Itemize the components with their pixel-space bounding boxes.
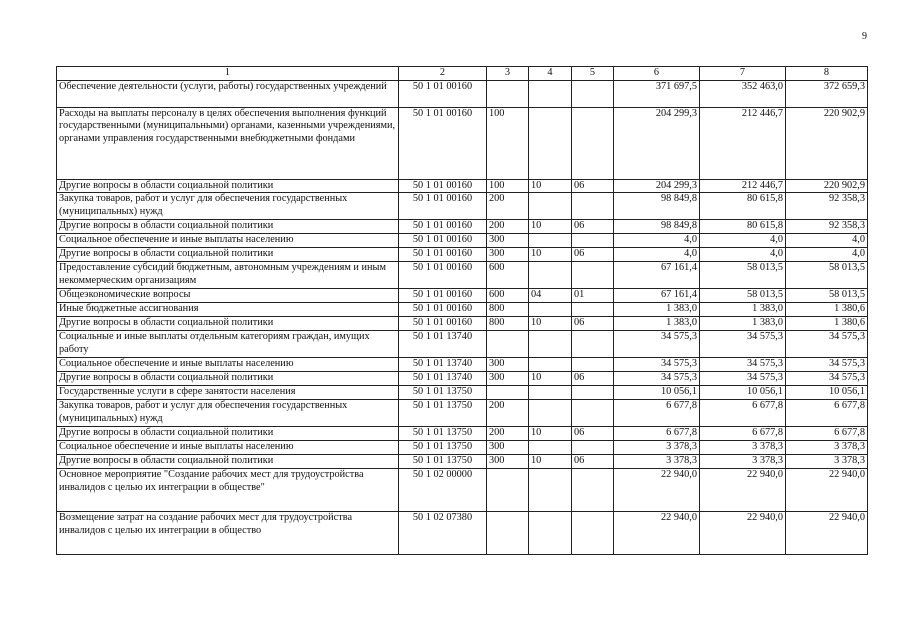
amount-year2-cell: 212 446,7 bbox=[700, 180, 786, 193]
target-code-cell: 50 1 01 13750 bbox=[399, 427, 487, 441]
expense-type-cell: 300 bbox=[487, 248, 529, 262]
section-cell: 10 bbox=[529, 455, 572, 469]
table-row bbox=[57, 358, 868, 372]
amount-year3-cell: 58 013,5 bbox=[786, 289, 868, 303]
amount-year2-cell: 80 615,8 bbox=[700, 193, 786, 220]
amount-year2-cell: 34 575,3 bbox=[700, 372, 786, 386]
amount-year3-cell: 1 380,6 bbox=[786, 317, 868, 331]
amount-year1-cell: 22 940,0 bbox=[614, 469, 700, 512]
amount-year3-cell: 4,0 bbox=[786, 234, 868, 248]
target-code-cell: 50 1 01 13750 bbox=[399, 455, 487, 469]
amount-year1-cell: 98 849,8 bbox=[614, 220, 700, 234]
expense-type-cell: 300 bbox=[487, 358, 529, 372]
item-name-cell: Иные бюджетные ассигнования bbox=[57, 303, 399, 317]
target-code-cell: 50 1 01 13740 bbox=[399, 331, 487, 358]
expense-type-cell: 300 bbox=[487, 234, 529, 248]
expense-type-cell: 200 bbox=[487, 220, 529, 234]
table-row bbox=[57, 469, 868, 512]
amount-year1-cell: 3 378,3 bbox=[614, 455, 700, 469]
amount-year2-cell: 80 615,8 bbox=[700, 220, 786, 234]
section-cell: 10 bbox=[529, 180, 572, 193]
table-row bbox=[57, 455, 868, 469]
subsection-cell bbox=[572, 358, 614, 372]
target-code-cell: 50 1 01 00160 bbox=[399, 81, 487, 108]
amount-year2-cell: 58 013,5 bbox=[700, 289, 786, 303]
target-code-cell: 50 1 01 13750 bbox=[399, 441, 487, 455]
subsection-cell bbox=[572, 441, 614, 455]
amount-year3-cell: 34 575,3 bbox=[786, 372, 868, 386]
amount-year3-cell: 34 575,3 bbox=[786, 331, 868, 358]
section-cell bbox=[529, 400, 572, 427]
budget-table bbox=[56, 66, 868, 555]
subsection-cell bbox=[572, 234, 614, 248]
amount-year2-cell: 4,0 bbox=[700, 248, 786, 262]
item-name-cell: Социальное обеспечение и иные выплаты населению bbox=[57, 441, 399, 455]
expense-type-cell: 600 bbox=[487, 289, 529, 303]
item-name-cell: Другие вопросы в области социальной политики bbox=[57, 180, 399, 193]
expense-type-cell: 300 bbox=[487, 455, 529, 469]
amount-year3-cell: 6 677,8 bbox=[786, 427, 868, 441]
expense-type-cell: 600 bbox=[487, 262, 529, 289]
amount-year3-cell: 22 940,0 bbox=[786, 512, 868, 555]
subsection-cell bbox=[572, 386, 614, 400]
section-cell: 10 bbox=[529, 317, 572, 331]
subsection-cell: 06 bbox=[572, 248, 614, 262]
subsection-cell: 01 bbox=[572, 289, 614, 303]
expense-type-cell bbox=[487, 331, 529, 358]
amount-year3-cell: 1 380,6 bbox=[786, 303, 868, 317]
amount-year1-cell: 6 677,8 bbox=[614, 427, 700, 441]
table-row bbox=[57, 193, 868, 220]
amount-year1-cell: 204 299,3 bbox=[614, 108, 700, 180]
amount-year3-cell: 22 940,0 bbox=[786, 469, 868, 512]
table-row bbox=[57, 248, 868, 262]
amount-year1-cell: 371 697,5 bbox=[614, 81, 700, 108]
section-cell bbox=[529, 193, 572, 220]
amount-year1-cell: 22 940,0 bbox=[614, 512, 700, 555]
target-code-cell: 50 1 01 00160 bbox=[399, 317, 487, 331]
column-header: 2 bbox=[399, 67, 487, 81]
amount-year2-cell: 34 575,3 bbox=[700, 358, 786, 372]
table-row bbox=[57, 512, 868, 555]
item-name-cell: Другие вопросы в области социальной политики bbox=[57, 427, 399, 441]
target-code-cell: 50 1 01 13750 bbox=[399, 386, 487, 400]
amount-year3-cell: 92 358,3 bbox=[786, 220, 868, 234]
column-header: 1 bbox=[57, 67, 399, 81]
expense-type-cell: 800 bbox=[487, 303, 529, 317]
item-name-cell: Другие вопросы в области социальной политики bbox=[57, 220, 399, 234]
section-cell bbox=[529, 441, 572, 455]
amount-year2-cell: 22 940,0 bbox=[700, 469, 786, 512]
column-header: 8 bbox=[786, 67, 868, 81]
item-name-cell: Расходы на выплаты персоналу в целях обеспечения выполнения функций государственными (муниципальными) органами, казенными учреждениями, органами управления государственными внебюджетными фондами bbox=[57, 108, 399, 180]
item-name-cell: Другие вопросы в области социальной политики bbox=[57, 372, 399, 386]
target-code-cell: 50 1 01 00160 bbox=[399, 108, 487, 180]
target-code-cell: 50 1 01 00160 bbox=[399, 180, 487, 193]
table-row bbox=[57, 81, 868, 108]
amount-year3-cell: 92 358,3 bbox=[786, 193, 868, 220]
target-code-cell: 50 1 01 00160 bbox=[399, 248, 487, 262]
column-header: 3 bbox=[487, 67, 529, 81]
amount-year2-cell: 6 677,8 bbox=[700, 400, 786, 427]
amount-year2-cell: 6 677,8 bbox=[700, 427, 786, 441]
column-header: 4 bbox=[529, 67, 572, 81]
amount-year3-cell: 3 378,3 bbox=[786, 441, 868, 455]
amount-year3-cell: 6 677,8 bbox=[786, 400, 868, 427]
section-cell bbox=[529, 262, 572, 289]
amount-year1-cell: 4,0 bbox=[614, 248, 700, 262]
target-code-cell: 50 1 01 13750 bbox=[399, 400, 487, 427]
item-name-cell: Общеэкономические вопросы bbox=[57, 289, 399, 303]
amount-year3-cell: 34 575,3 bbox=[786, 358, 868, 372]
section-cell: 10 bbox=[529, 220, 572, 234]
section-cell bbox=[529, 303, 572, 317]
subsection-cell: 06 bbox=[572, 455, 614, 469]
expense-type-cell: 200 bbox=[487, 427, 529, 441]
expense-type-cell bbox=[487, 469, 529, 512]
amount-year2-cell: 22 940,0 bbox=[700, 512, 786, 555]
expense-type-cell bbox=[487, 81, 529, 108]
amount-year3-cell: 220 902,9 bbox=[786, 108, 868, 180]
subsection-cell: 06 bbox=[572, 180, 614, 193]
subsection-cell bbox=[572, 400, 614, 427]
subsection-cell bbox=[572, 81, 614, 108]
item-name-cell: Основное мероприятие "Создание рабочих мест для трудоустройства инвалидов с целью их интеграции в обществе" bbox=[57, 469, 399, 512]
amount-year1-cell: 34 575,3 bbox=[614, 372, 700, 386]
table-row bbox=[57, 400, 868, 427]
target-code-cell: 50 1 01 00160 bbox=[399, 234, 487, 248]
column-header: 7 bbox=[700, 67, 786, 81]
target-code-cell: 50 1 02 00000 bbox=[399, 469, 487, 512]
amount-year3-cell: 220 902,9 bbox=[786, 180, 868, 193]
table-row bbox=[57, 180, 868, 193]
section-cell bbox=[529, 108, 572, 180]
amount-year1-cell: 1 383,0 bbox=[614, 303, 700, 317]
section-cell bbox=[529, 331, 572, 358]
section-cell: 10 bbox=[529, 372, 572, 386]
amount-year1-cell: 204 299,3 bbox=[614, 180, 700, 193]
amount-year1-cell: 6 677,8 bbox=[614, 400, 700, 427]
expense-type-cell: 300 bbox=[487, 441, 529, 455]
amount-year1-cell: 67 161,4 bbox=[614, 289, 700, 303]
expense-type-cell: 200 bbox=[487, 400, 529, 427]
target-code-cell: 50 1 01 13740 bbox=[399, 372, 487, 386]
expense-type-cell: 200 bbox=[487, 193, 529, 220]
section-cell bbox=[529, 358, 572, 372]
subsection-cell bbox=[572, 262, 614, 289]
expense-type-cell bbox=[487, 386, 529, 400]
amount-year1-cell: 4,0 bbox=[614, 234, 700, 248]
column-header: 5 bbox=[572, 67, 614, 81]
section-cell bbox=[529, 234, 572, 248]
subsection-cell bbox=[572, 469, 614, 512]
table-row bbox=[57, 262, 868, 289]
amount-year2-cell: 352 463,0 bbox=[700, 81, 786, 108]
subsection-cell: 06 bbox=[572, 427, 614, 441]
section-cell bbox=[529, 386, 572, 400]
target-code-cell: 50 1 02 07380 bbox=[399, 512, 487, 555]
table-row bbox=[57, 427, 868, 441]
table-row bbox=[57, 372, 868, 386]
item-name-cell: Закупка товаров, работ и услуг для обеспечения государственных (муниципальных) нужд bbox=[57, 193, 399, 220]
item-name-cell: Социальное обеспечение и иные выплаты населению bbox=[57, 234, 399, 248]
amount-year3-cell: 3 378,3 bbox=[786, 455, 868, 469]
section-cell bbox=[529, 512, 572, 555]
target-code-cell: 50 1 01 00160 bbox=[399, 193, 487, 220]
expense-type-cell bbox=[487, 512, 529, 555]
amount-year1-cell: 34 575,3 bbox=[614, 331, 700, 358]
item-name-cell: Закупка товаров, работ и услуг для обеспечения государственных (муниципальных) нужд bbox=[57, 400, 399, 427]
table-row bbox=[57, 220, 868, 234]
amount-year2-cell: 34 575,3 bbox=[700, 331, 786, 358]
item-name-cell: Предоставление субсидий бюджетным, автономным учреждениям и иным некоммерческим организациям bbox=[57, 262, 399, 289]
amount-year1-cell: 98 849,8 bbox=[614, 193, 700, 220]
subsection-cell bbox=[572, 303, 614, 317]
section-cell: 04 bbox=[529, 289, 572, 303]
amount-year1-cell: 34 575,3 bbox=[614, 358, 700, 372]
subsection-cell bbox=[572, 512, 614, 555]
subsection-cell: 06 bbox=[572, 372, 614, 386]
expense-type-cell: 100 bbox=[487, 108, 529, 180]
amount-year2-cell: 3 378,3 bbox=[700, 441, 786, 455]
amount-year1-cell: 1 383,0 bbox=[614, 317, 700, 331]
amount-year1-cell: 10 056,1 bbox=[614, 386, 700, 400]
section-cell: 10 bbox=[529, 248, 572, 262]
expense-type-cell: 800 bbox=[487, 317, 529, 331]
amount-year1-cell: 3 378,3 bbox=[614, 441, 700, 455]
amount-year1-cell: 67 161,4 bbox=[614, 262, 700, 289]
item-name-cell: Другие вопросы в области социальной политики bbox=[57, 317, 399, 331]
amount-year3-cell: 10 056,1 bbox=[786, 386, 868, 400]
amount-year2-cell: 3 378,3 bbox=[700, 455, 786, 469]
target-code-cell: 50 1 01 00160 bbox=[399, 220, 487, 234]
table-row bbox=[57, 331, 868, 358]
expense-type-cell: 300 bbox=[487, 372, 529, 386]
page-number: 9 bbox=[862, 31, 867, 42]
amount-year3-cell: 4,0 bbox=[786, 248, 868, 262]
item-name-cell: Государственные услуги в сфере занятости населения bbox=[57, 386, 399, 400]
table-row bbox=[57, 234, 868, 248]
item-name-cell: Другие вопросы в области социальной политики bbox=[57, 248, 399, 262]
subsection-cell bbox=[572, 331, 614, 358]
amount-year2-cell: 1 383,0 bbox=[700, 303, 786, 317]
amount-year3-cell: 372 659,3 bbox=[786, 81, 868, 108]
column-header: 6 bbox=[614, 67, 700, 81]
table-row bbox=[57, 289, 868, 303]
amount-year2-cell: 58 013,5 bbox=[700, 262, 786, 289]
table-row bbox=[57, 317, 868, 331]
section-cell bbox=[529, 81, 572, 108]
item-name-cell: Социальное обеспечение и иные выплаты населению bbox=[57, 358, 399, 372]
table-row bbox=[57, 386, 868, 400]
item-name-cell: Другие вопросы в области социальной политики bbox=[57, 455, 399, 469]
amount-year2-cell: 4,0 bbox=[700, 234, 786, 248]
amount-year2-cell: 212 446,7 bbox=[700, 108, 786, 180]
section-cell: 10 bbox=[529, 427, 572, 441]
target-code-cell: 50 1 01 00160 bbox=[399, 303, 487, 317]
expense-type-cell: 100 bbox=[487, 180, 529, 193]
item-name-cell: Обеспечение деятельности (услуги, работы) государственных учреждений bbox=[57, 81, 399, 108]
table-row bbox=[57, 108, 868, 180]
amount-year3-cell: 58 013,5 bbox=[786, 262, 868, 289]
subsection-cell: 06 bbox=[572, 220, 614, 234]
header-row bbox=[57, 67, 868, 81]
table-row bbox=[57, 441, 868, 455]
target-code-cell: 50 1 01 00160 bbox=[399, 289, 487, 303]
section-cell bbox=[529, 469, 572, 512]
subsection-cell bbox=[572, 193, 614, 220]
target-code-cell: 50 1 01 13740 bbox=[399, 358, 487, 372]
amount-year2-cell: 10 056,1 bbox=[700, 386, 786, 400]
subsection-cell bbox=[572, 108, 614, 180]
target-code-cell: 50 1 01 00160 bbox=[399, 262, 487, 289]
subsection-cell: 06 bbox=[572, 317, 614, 331]
item-name-cell: Возмещение затрат на создание рабочих мест для трудоустройства инвалидов с целью их интеграции в общество bbox=[57, 512, 399, 555]
table-row bbox=[57, 303, 868, 317]
item-name-cell: Социальные и иные выплаты отдельным категориям граждан, имущих работу bbox=[57, 331, 399, 358]
amount-year2-cell: 1 383,0 bbox=[700, 317, 786, 331]
